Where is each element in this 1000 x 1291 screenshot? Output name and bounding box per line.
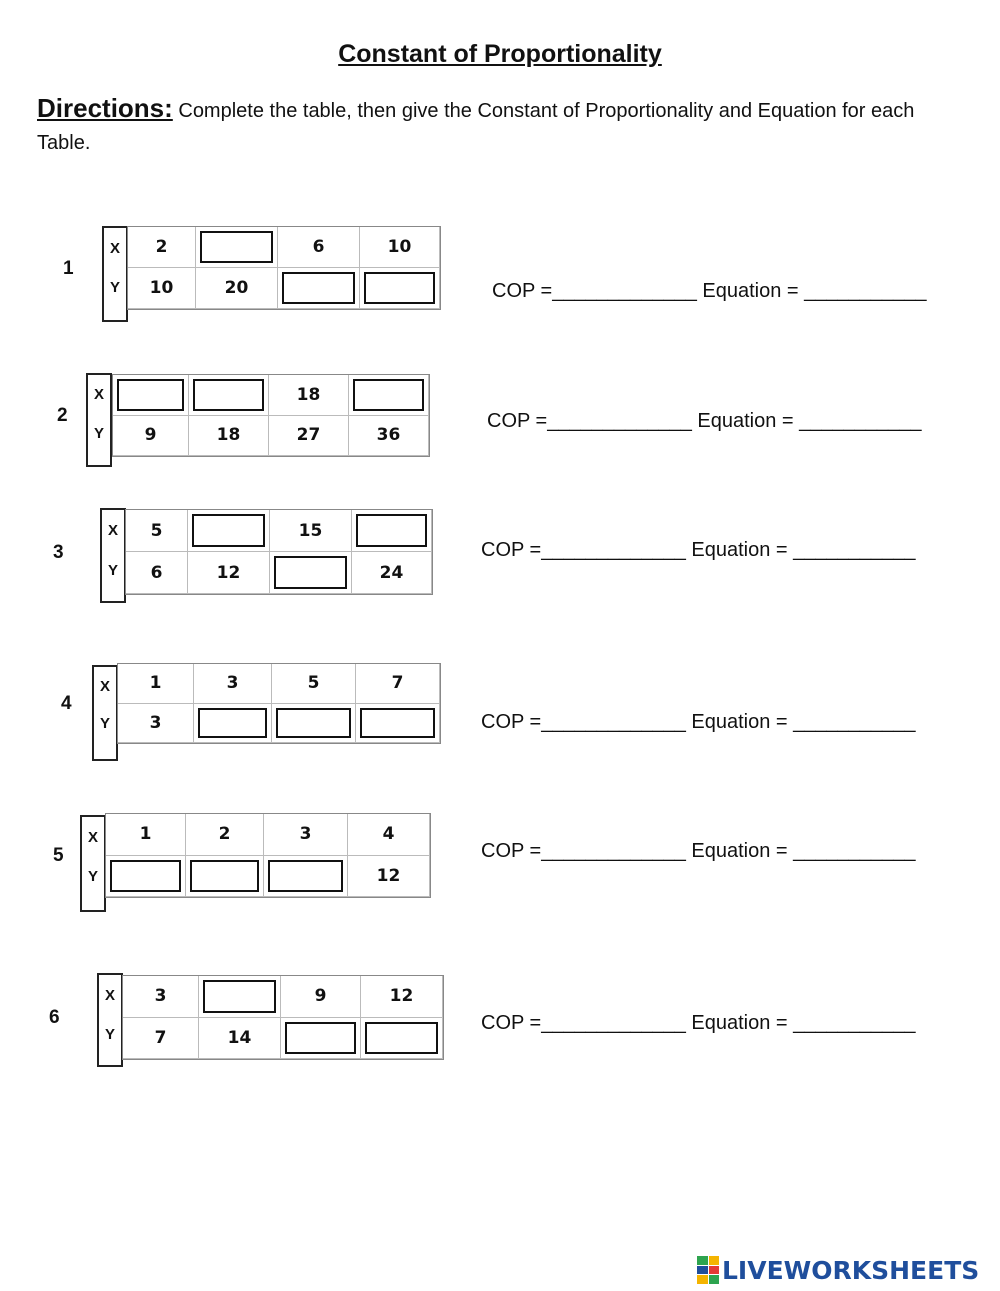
directions (37, 92, 967, 159)
problem-4-y-answer-box[interactable] (356, 704, 440, 744)
problem-3-table (125, 509, 433, 595)
problem-6-y-answer-box[interactable] (361, 1018, 443, 1060)
x-label: X (99, 678, 110, 695)
problem-3-x-value: 5 (126, 510, 188, 552)
answer-input-box[interactable] (285, 1022, 356, 1055)
problem-2-y-value: 27 (269, 416, 349, 457)
problem-6-y-value: 14 (199, 1018, 281, 1060)
problem-1-y-answer-box[interactable] (278, 268, 360, 309)
problem-2-y-value: 9 (113, 416, 189, 457)
directions-lead: Directions: (37, 93, 173, 123)
problem-4-y-answer-box[interactable] (272, 704, 356, 744)
problem-1-table (127, 226, 441, 310)
answer-input-box[interactable] (353, 379, 424, 411)
problem-1-x-answer-box[interactable] (196, 227, 278, 268)
answer-input-box[interactable] (282, 272, 355, 304)
x-label: X (87, 829, 98, 846)
problem-3-y-value: 24 (352, 552, 432, 594)
answer-input-box[interactable] (365, 1022, 438, 1055)
problem-4-x-value: 1 (118, 664, 194, 704)
answer-input-box[interactable] (190, 860, 259, 893)
problem-6-answer-line[interactable]: COP =_____________ Equation = ___________ (481, 1012, 916, 1034)
problem-2-xy-labels (86, 373, 112, 467)
problem-5-answer-line[interactable]: COP =_____________ Equation = ___________ (481, 840, 916, 862)
problem-6-x-answer-box[interactable] (199, 976, 281, 1018)
problem-4-x-value: 3 (194, 664, 272, 704)
problem-2-x-answer-box[interactable] (349, 375, 429, 416)
problem-4-xy-labels (92, 665, 118, 761)
problem-1-answer-line[interactable]: COP =_____________ Equation = ___________ (492, 280, 927, 302)
x-label: X (104, 987, 115, 1004)
problem-6-y-answer-box[interactable] (281, 1018, 361, 1060)
problem-3-y-answer-box[interactable] (270, 552, 352, 594)
problem-1-xy-labels (102, 226, 128, 322)
problem-3-x-answer-box[interactable] (352, 510, 432, 552)
answer-input-box[interactable] (110, 860, 181, 893)
problem-1-y-value: 10 (128, 268, 196, 309)
problem-3-xy-labels (100, 508, 126, 603)
problem-2-x-answer-box[interactable] (189, 375, 269, 416)
problem-2-y-value: 36 (349, 416, 429, 457)
problem-5-x-value: 1 (106, 814, 186, 856)
x-label: X (93, 386, 104, 403)
problem-5-y-answer-box[interactable] (106, 856, 186, 898)
y-label: Y (99, 715, 110, 732)
y-label: Y (104, 1026, 115, 1043)
answer-input-box[interactable] (364, 272, 435, 304)
y-label: Y (107, 562, 118, 579)
x-label: X (109, 240, 120, 257)
problem-4-y-answer-box[interactable] (194, 704, 272, 744)
problem-3-x-value: 15 (270, 510, 352, 552)
problem-3-x-answer-box[interactable] (188, 510, 270, 552)
x-label: X (107, 522, 118, 539)
directions-text: Complete the table, then give the Constant of Proportionality and Equation for each Table. (37, 100, 915, 154)
answer-input-box[interactable] (193, 379, 264, 411)
answer-input-box[interactable] (268, 860, 343, 893)
problem-2-table (112, 374, 430, 457)
answer-input-box[interactable] (200, 231, 273, 263)
answer-input-box[interactable] (276, 708, 351, 739)
y-label: Y (93, 425, 104, 442)
problem-3-y-value: 6 (126, 552, 188, 594)
problem-3-number: 3 (53, 542, 64, 563)
problem-6-x-value: 9 (281, 976, 361, 1018)
problem-4-number: 4 (61, 693, 72, 714)
problem-1-number: 1 (63, 258, 74, 279)
problem-5-x-value: 3 (264, 814, 348, 856)
answer-input-box[interactable] (203, 980, 276, 1013)
problem-5-y-answer-box[interactable] (264, 856, 348, 898)
problem-4-answer-line[interactable]: COP =_____________ Equation = ___________ (481, 711, 916, 733)
page-title: Constant of Proportionality (338, 40, 662, 68)
y-label: Y (109, 279, 120, 296)
problem-5-x-value: 2 (186, 814, 264, 856)
problem-5-y-value: 12 (348, 856, 430, 898)
problem-6-xy-labels (97, 973, 123, 1067)
y-label: Y (87, 868, 98, 885)
problem-4-x-value: 5 (272, 664, 356, 704)
problem-6-x-value: 12 (361, 976, 443, 1018)
problem-6-y-value: 7 (123, 1018, 199, 1060)
problem-4-y-value: 3 (118, 704, 194, 744)
answer-input-box[interactable] (117, 379, 184, 411)
problem-1-y-answer-box[interactable] (360, 268, 440, 309)
problem-2-number: 2 (57, 405, 68, 426)
problem-5-number: 5 (53, 845, 64, 866)
problem-1-y-value: 20 (196, 268, 278, 309)
problem-6-table (122, 975, 444, 1060)
problem-2-x-value: 18 (269, 375, 349, 416)
problem-5-table (105, 813, 431, 898)
problem-6-x-value: 3 (123, 976, 199, 1018)
problem-5-y-answer-box[interactable] (186, 856, 264, 898)
problem-3-answer-line[interactable]: COP =_____________ Equation = ___________ (481, 539, 916, 561)
liveworksheets-logo-text: LIVEWORKSHEETS (722, 1255, 980, 1285)
problem-4-x-value: 7 (356, 664, 440, 704)
problem-1-x-value: 6 (278, 227, 360, 268)
problem-2-x-answer-box[interactable] (113, 375, 189, 416)
answer-input-box[interactable] (192, 514, 265, 547)
problem-3-y-value: 12 (188, 552, 270, 594)
liveworksheets-logo (697, 1254, 979, 1286)
problem-5-x-value: 4 (348, 814, 430, 856)
problem-6-number: 6 (49, 1007, 60, 1028)
problem-1-x-value: 2 (128, 227, 196, 268)
problem-2-y-value: 18 (189, 416, 269, 457)
liveworksheets-logo-icon (697, 1256, 719, 1284)
problem-5-xy-labels (80, 815, 106, 912)
answer-input-box[interactable] (198, 708, 267, 739)
problem-4-table (117, 663, 441, 744)
answer-input-box[interactable] (274, 556, 347, 589)
problem-1-x-value: 10 (360, 227, 440, 268)
answer-input-box[interactable] (356, 514, 427, 547)
problem-2-answer-line[interactable]: COP =_____________ Equation = ___________ (487, 410, 922, 432)
answer-input-box[interactable] (360, 708, 435, 739)
